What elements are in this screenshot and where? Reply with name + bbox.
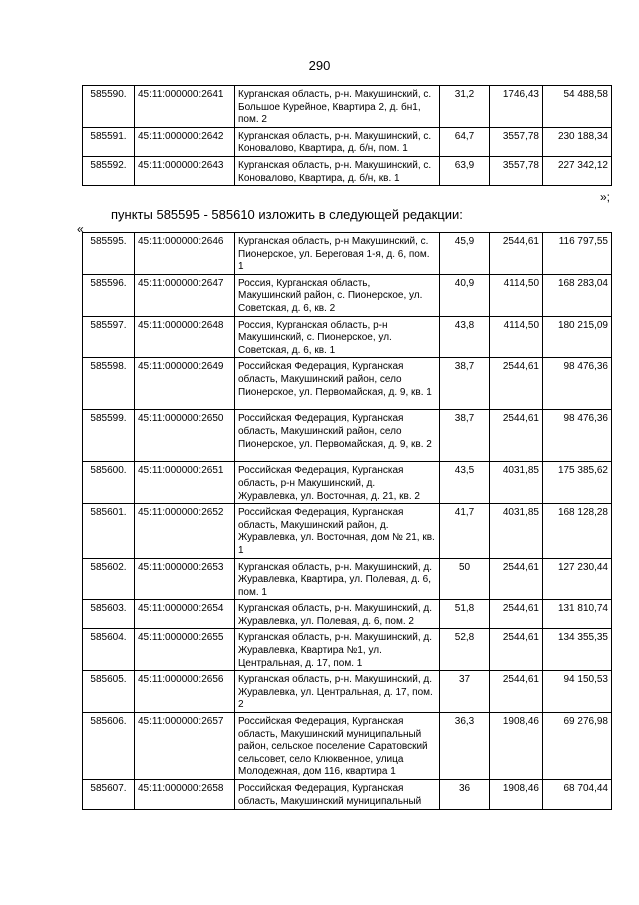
row-number-cell: 585601. bbox=[83, 504, 135, 558]
cadastral-number-cell: 45:11:000000:2641 bbox=[135, 86, 235, 128]
address-cell: Российская Федерация, Курганская область, Макушинский район, село Пионерское, ул. Первомайская, д. 9, кв. 2 bbox=[235, 410, 440, 462]
unit-cost-cell: 3557,78 bbox=[490, 127, 543, 156]
area-cell: 45,9 bbox=[440, 233, 490, 275]
row-number-cell: 585599. bbox=[83, 410, 135, 462]
cadastral-number-cell: 45:11:000000:2654 bbox=[135, 600, 235, 629]
address-cell: Курганская область, р-н. Макушинский, с. Большое Курейное, Квартира 2, д. бн1, пом. 2 bbox=[235, 86, 440, 128]
cadastral-value-cell: 116 797,55 bbox=[543, 233, 612, 275]
address-cell: Российская Федерация, Курганская область, Макушинский муниципальный bbox=[235, 780, 440, 810]
cadastral-number-cell: 45:11:000000:2651 bbox=[135, 462, 235, 504]
table-row bbox=[83, 462, 612, 504]
row-number-cell: 585603. bbox=[83, 600, 135, 629]
area-cell: 38,7 bbox=[440, 410, 490, 462]
cadastral-value-cell: 94 150,53 bbox=[543, 671, 612, 713]
cadastral-number-cell: 45:11:000000:2648 bbox=[135, 316, 235, 358]
unit-cost-cell: 2544,61 bbox=[490, 671, 543, 713]
table-row bbox=[83, 629, 612, 671]
cadastral-value-cell: 54 488,58 bbox=[543, 86, 612, 128]
cadastral-value-cell: 69 276,98 bbox=[543, 713, 612, 780]
area-cell: 36,3 bbox=[440, 713, 490, 780]
table-row bbox=[83, 156, 612, 185]
table-row bbox=[83, 780, 612, 810]
table-row bbox=[83, 358, 612, 410]
cadastral-number-cell: 45:11:000000:2652 bbox=[135, 504, 235, 558]
unit-cost-cell: 2544,61 bbox=[490, 600, 543, 629]
row-number-cell: 585598. bbox=[83, 358, 135, 410]
cadastral-value-cell: 168 128,28 bbox=[543, 504, 612, 558]
row-number-cell: 585602. bbox=[83, 558, 135, 600]
table-row bbox=[83, 233, 612, 275]
table-row bbox=[83, 504, 612, 558]
cadastral-number-cell: 45:11:000000:2647 bbox=[135, 274, 235, 316]
address-cell: Курганская область, р-н. Макушинский, с. Коновалово, Квартира, д. б/н, кв. 1 bbox=[235, 156, 440, 185]
address-cell: Курганская область, р-н. Макушинский, д. Журавлевка, ул. Полевая, д. 6, пом. 2 bbox=[235, 600, 440, 629]
table-row bbox=[83, 127, 612, 156]
page-number: 290 bbox=[308, 58, 331, 73]
area-cell: 40,9 bbox=[440, 274, 490, 316]
table-row bbox=[83, 713, 612, 780]
row-number-cell: 585590. bbox=[83, 86, 135, 128]
row-number-cell: 585606. bbox=[83, 713, 135, 780]
cadastral-number-cell: 45:11:000000:2655 bbox=[135, 629, 235, 671]
cadastral-value-cell: 98 476,36 bbox=[543, 410, 612, 462]
cadastral-number-cell: 45:11:000000:2657 bbox=[135, 713, 235, 780]
registry-table-amended-body bbox=[83, 233, 612, 810]
cadastral-value-cell: 98 476,36 bbox=[543, 358, 612, 410]
cadastral-number-cell: 45:11:000000:2653 bbox=[135, 558, 235, 600]
area-cell: 63,9 bbox=[440, 156, 490, 185]
cadastral-value-cell: 127 230,44 bbox=[543, 558, 612, 600]
area-cell: 37 bbox=[440, 671, 490, 713]
cadastral-value-cell: 227 342,12 bbox=[543, 156, 612, 185]
row-number-cell: 585596. bbox=[83, 274, 135, 316]
unit-cost-cell: 4031,85 bbox=[490, 462, 543, 504]
table-row bbox=[83, 671, 612, 713]
cadastral-value-cell: 168 283,04 bbox=[543, 274, 612, 316]
address-cell: Курганская область, р-н. Макушинский, д. Журавлевка, ул. Центральная, д. 17, пом. 2 bbox=[235, 671, 440, 713]
area-cell: 43,5 bbox=[440, 462, 490, 504]
cadastral-value-cell: 180 215,09 bbox=[543, 316, 612, 358]
address-cell: Курганская область, р-н. Макушинский, д. Журавлевка, Квартира №1, ул. Центральная, д. 17, пом. 1 bbox=[235, 629, 440, 671]
table-row bbox=[83, 86, 612, 128]
table-row bbox=[83, 316, 612, 358]
registry-table-amended bbox=[82, 232, 612, 810]
cadastral-number-cell: 45:11:000000:2649 bbox=[135, 358, 235, 410]
cadastral-value-cell: 131 810,74 bbox=[543, 600, 612, 629]
address-cell: Российская Федерация, Курганская область, Макушинский район, д. Журавлевка, ул. Восточная, дом № 21, кв. 1 bbox=[235, 504, 440, 558]
address-cell: Россия, Курганская область, р-н Макушинский, с. Пионерское, ул. Советская, д. 6, кв. 1 bbox=[235, 316, 440, 358]
area-cell: 38,7 bbox=[440, 358, 490, 410]
area-cell: 31,2 bbox=[440, 86, 490, 128]
unit-cost-cell: 4114,50 bbox=[490, 316, 543, 358]
unit-cost-cell: 1908,46 bbox=[490, 713, 543, 780]
row-number-cell: 585591. bbox=[83, 127, 135, 156]
unit-cost-cell: 2544,61 bbox=[490, 358, 543, 410]
table-row bbox=[83, 558, 612, 600]
row-number-cell: 585595. bbox=[83, 233, 135, 275]
registry-table-previous bbox=[82, 85, 612, 186]
cadastral-value-cell: 175 385,62 bbox=[543, 462, 612, 504]
registry-table-previous-body bbox=[83, 86, 612, 186]
cadastral-number-cell: 45:11:000000:2643 bbox=[135, 156, 235, 185]
address-cell: Курганская область, р-н Макушинский, с. Пионерское, ул. Береговая 1-я, д. 6, пом. 1 bbox=[235, 233, 440, 275]
unit-cost-cell: 2544,61 bbox=[490, 558, 543, 600]
table-row bbox=[83, 274, 612, 316]
address-cell: Российская Федерация, Курганская область, р-н Макушинский, д. Журавлевка, ул. Восточная, д. 21, кв. 2 bbox=[235, 462, 440, 504]
unit-cost-cell: 4031,85 bbox=[490, 504, 543, 558]
area-cell: 64,7 bbox=[440, 127, 490, 156]
unit-cost-cell: 1908,46 bbox=[490, 780, 543, 810]
cadastral-value-cell: 68 704,44 bbox=[543, 780, 612, 810]
address-cell: Россия, Курганская область, Макушинский район, с. Пионерское, ул. Советская, д. 6, кв. 2 bbox=[235, 274, 440, 316]
row-number-cell: 585600. bbox=[83, 462, 135, 504]
unit-cost-cell: 2544,61 bbox=[490, 410, 543, 462]
area-cell: 50 bbox=[440, 558, 490, 600]
closing-quote: »; bbox=[599, 190, 610, 204]
area-cell: 52,8 bbox=[440, 629, 490, 671]
row-number-cell: 585592. bbox=[83, 156, 135, 185]
cadastral-number-cell: 45:11:000000:2646 bbox=[135, 233, 235, 275]
address-cell: Курганская область, р-н. Макушинский, д. Журавлевка, Квартира, ул. Полевая, д. 6, пом. 1 bbox=[235, 558, 440, 600]
table-row bbox=[83, 600, 612, 629]
cadastral-number-cell: 45:11:000000:2658 bbox=[135, 780, 235, 810]
cadastral-value-cell: 230 188,34 bbox=[543, 127, 612, 156]
area-cell: 43,8 bbox=[440, 316, 490, 358]
opening-quote: « bbox=[77, 222, 84, 236]
area-cell: 36 bbox=[440, 780, 490, 810]
table-row bbox=[83, 410, 612, 462]
address-cell: Курганская область, р-н. Макушинский, с. Коновалово, Квартира, д. б/н, пом. 1 bbox=[235, 127, 440, 156]
area-cell: 41,7 bbox=[440, 504, 490, 558]
unit-cost-cell: 2544,61 bbox=[490, 629, 543, 671]
unit-cost-cell: 2544,61 bbox=[490, 233, 543, 275]
amendment-instruction: пункты 585595 - 585610 изложить в следующей редакции: bbox=[111, 207, 463, 222]
area-cell: 51,8 bbox=[440, 600, 490, 629]
row-number-cell: 585607. bbox=[83, 780, 135, 810]
row-number-cell: 585604. bbox=[83, 629, 135, 671]
cadastral-number-cell: 45:11:000000:2650 bbox=[135, 410, 235, 462]
unit-cost-cell: 1746,43 bbox=[490, 86, 543, 128]
address-cell: Российская Федерация, Курганская область, Макушинский район, село Пионерское, ул. Первомайская, д. 9, кв. 1 bbox=[235, 358, 440, 410]
cadastral-value-cell: 134 355,35 bbox=[543, 629, 612, 671]
address-cell: Российская Федерация, Курганская область, Макушинский муниципальный район, сельское поселение Саратовский сельсовет, село Клюквенное, улица Молодежная, дом 116, квартира 1 bbox=[235, 713, 440, 780]
cadastral-number-cell: 45:11:000000:2656 bbox=[135, 671, 235, 713]
cadastral-number-cell: 45:11:000000:2642 bbox=[135, 127, 235, 156]
unit-cost-cell: 4114,50 bbox=[490, 274, 543, 316]
row-number-cell: 585597. bbox=[83, 316, 135, 358]
row-number-cell: 585605. bbox=[83, 671, 135, 713]
unit-cost-cell: 3557,78 bbox=[490, 156, 543, 185]
